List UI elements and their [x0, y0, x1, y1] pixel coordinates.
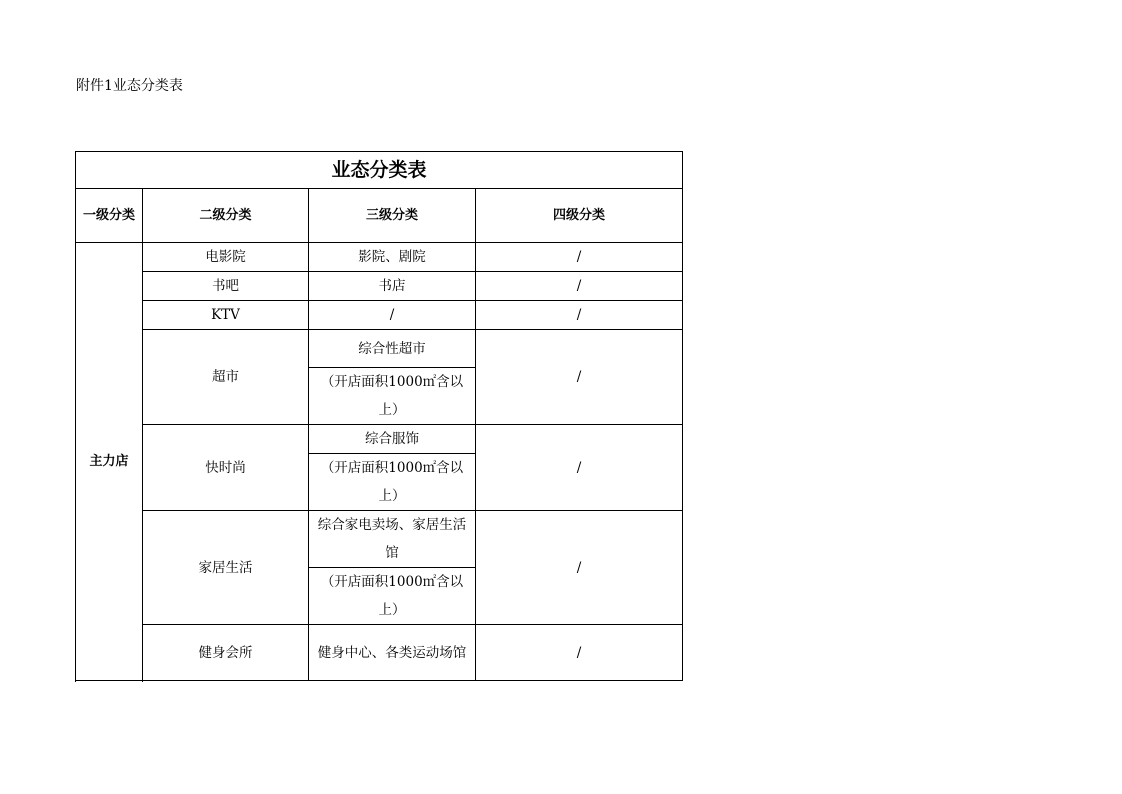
- document-caption: 附件1业态分类表: [76, 78, 183, 94]
- level2-cell: 快时尚: [143, 425, 309, 511]
- level2-cell: 电影院: [143, 243, 309, 272]
- level3-cell: /: [309, 301, 476, 330]
- header-level4: 四级分类: [476, 189, 683, 243]
- level3-cell: 综合服饰: [309, 425, 476, 454]
- level3-cell: 综合性超市: [309, 330, 476, 368]
- header-level1: 一级分类: [76, 189, 143, 243]
- level2-cell: 健身会所: [143, 625, 309, 681]
- level3-note-cell: （开店面积1000㎡含以上）: [309, 568, 476, 625]
- level4-cell: /: [476, 625, 683, 681]
- table-row: [76, 330, 683, 368]
- level3-cell: 综合家电卖场、家居生活馆: [309, 511, 476, 568]
- level4-cell: /: [476, 511, 683, 625]
- level2-cell: KTV: [143, 301, 309, 330]
- level4-cell: /: [476, 243, 683, 272]
- table-row: [76, 425, 683, 454]
- level1-cell: 主力店: [76, 243, 143, 681]
- level2-cell: 超市: [143, 330, 309, 425]
- level3-note-cell: （开店面积1000㎡含以上）: [309, 368, 476, 425]
- level3-cell: 健身中心、各类运动场馆: [309, 625, 476, 681]
- level3-note-cell: （开店面积1000㎡含以上）: [309, 454, 476, 511]
- header-level2: 二级分类: [143, 189, 309, 243]
- level3-cell: 书店: [309, 272, 476, 301]
- level2-cell: 家居生活: [143, 511, 309, 625]
- table-row: [76, 272, 683, 301]
- header-level3: 三级分类: [309, 189, 476, 243]
- level4-cell: /: [476, 330, 683, 425]
- table-row: [76, 301, 683, 330]
- table-title: 业态分类表: [76, 152, 683, 189]
- level2-cell: 书吧: [143, 272, 309, 301]
- level4-cell: /: [476, 425, 683, 511]
- business-category-table: [75, 151, 683, 681]
- level3-cell: 影院、剧院: [309, 243, 476, 272]
- level4-cell: /: [476, 272, 683, 301]
- level4-cell: /: [476, 301, 683, 330]
- table-row: [76, 511, 683, 568]
- table-row: [76, 625, 683, 681]
- table-row: [76, 243, 683, 272]
